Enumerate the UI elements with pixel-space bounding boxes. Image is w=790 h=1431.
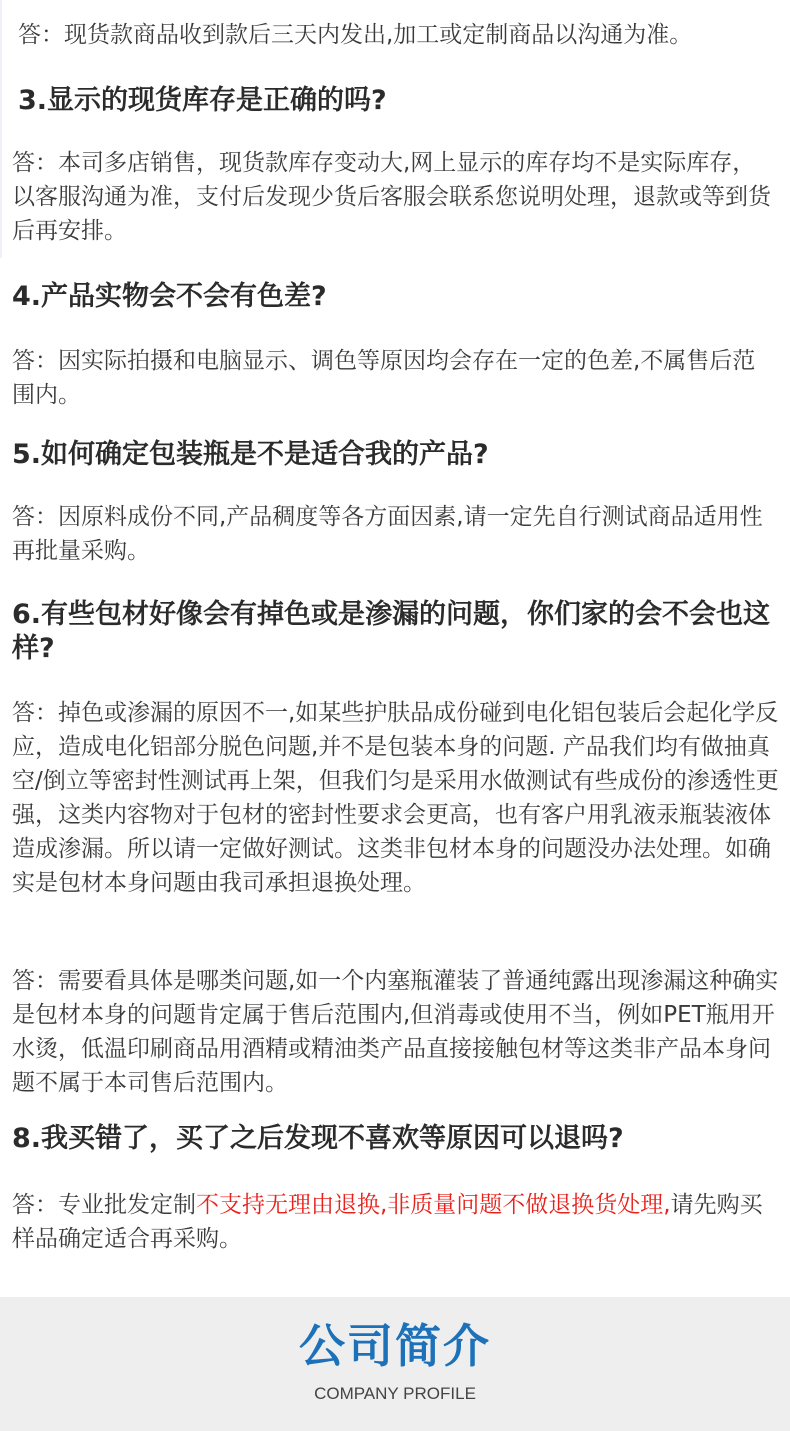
answer-3-text: 答：本司多店销售，现货款库存变动大,网上显示的库存均不是实际库存，以客服沟通为准，支付后发现少货后客服会联系您说明处理，退款或等到货后再安排。 (12, 150, 771, 244)
answer-7 (12, 964, 782, 1100)
question-6-text: 6.有些包材好像会有掉色或是渗漏的问题，你们家的会不会也这样? (12, 599, 771, 664)
answer-5 (12, 500, 778, 568)
question-4-text: 4.产品实物会不会有色差? (12, 281, 327, 312)
answer-5-text: 答：因原料成份不同,产品稠度等各方面因素,请一定先自行测试商品适用性再批量采购。 (12, 504, 763, 564)
answer-6 (12, 696, 782, 900)
answer-8 (12, 1188, 782, 1256)
company-profile-subtitle: COMPANY PROFILE (314, 1384, 476, 1403)
answer-6-text: 答：掉色或渗漏的原因不一,如某些护肤品成份碰到电化铝包装后会起化学反应，造成电化铝部分脱色问题,并不是包装本身的问题. 产品我们均有做抽真空/倒立等密封性测试再上架，但我们匀是采用水做测试有些成份的渗透性更强，这类内容物对于包材的密封性要求会更高，也有客户用乳液汞瓶装液体造成渗漏。所以请一定做好测试。这类非包材本身的问题没办法处理。如确实是包材本身问题由我司承担退换处理。 (12, 700, 779, 896)
question-5 (12, 438, 778, 472)
answer-4-text: 答：因实际拍摄和电脑显示、调色等原因均会存在一定的色差,不属售后范围内。 (12, 348, 756, 408)
company-profile-banner (0, 1297, 790, 1431)
answer-8-text (12, 1188, 782, 1256)
answer-7-text: 答：需要看具体是哪类问题,如一个内塞瓶灌装了普通纯露出现渗漏这种确实是包材本身的问题肯定属于售后范围内,但消毒或使用不当，例如PET瓶用开水烫，低温印刷商品用酒精或精油类产品直接接触包材等这类非产品本身问题不属于本司售后范围内。 (12, 968, 779, 1096)
question-8-text: 8.我买错了，买了之后发现不喜欢等原因可以退吗? (12, 1123, 624, 1154)
question-4 (12, 280, 778, 314)
answer-8-prefix: 答：专业批发定制 (12, 1192, 196, 1218)
left-accent-rule (0, 0, 2, 258)
question-8 (12, 1122, 782, 1156)
answer-8-highlight: 不支持无理由退换,非质量问题不做退换货处理, (196, 1192, 671, 1218)
answer-3 (12, 146, 778, 248)
answer-4 (12, 344, 778, 412)
answer-2-text: 答：现货款商品收到款后三天内发出,加工或定制商品以沟通为准。 (18, 22, 693, 48)
company-profile-title: 公司简介 (299, 1319, 491, 1373)
question-3-text: 3.显示的现货库存是正确的吗? (18, 85, 387, 116)
answer-2 (18, 18, 788, 52)
question-5-text: 5.如何确定包装瓶是不是适合我的产品? (12, 439, 489, 470)
question-6 (12, 598, 778, 666)
answer-8-suffix: 请先购买样品确定适合再采购。 (12, 1192, 763, 1252)
question-3 (18, 84, 778, 118)
